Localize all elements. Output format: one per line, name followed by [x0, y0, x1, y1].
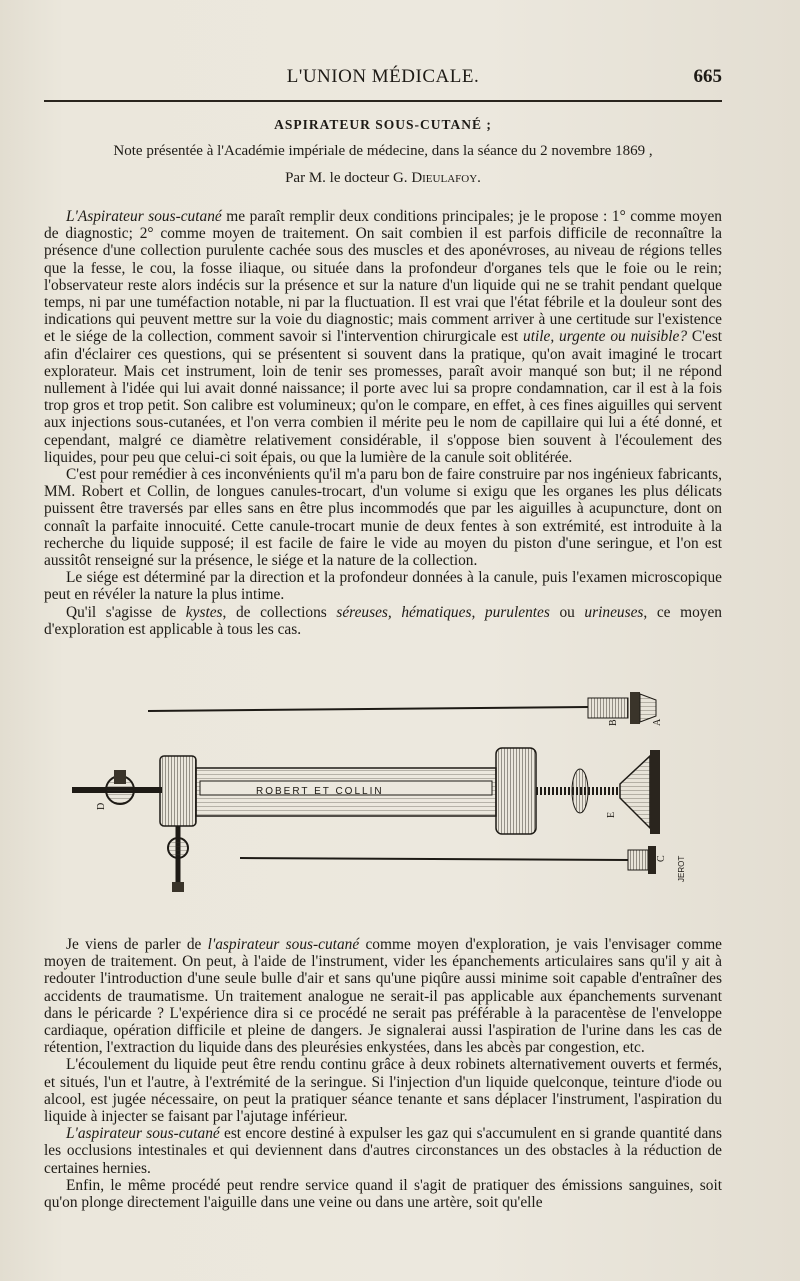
paragraph-text: ou	[549, 603, 585, 621]
body-text-bottom	[44, 936, 722, 1211]
inline-italic: urineuses	[584, 603, 644, 621]
paragraph-text: comme moyen d'exploration, je vais l'envisager comme moyen de traitement. On peut, à l'aide de l'instrument, vider les épanchements articulaires sans qu'il y ait à redouter l'introduction d'une seule bulle d'air et sans qu'une piqûre aussi minime soit capable d'entraîner des accidents de traumatisme. Un traitement analogue ne serait-il pas applicable aux épanchements survenant dans le péricarde ? L'expérience dira si ce procédé ne serait pas préférable à la paracentèse de l'enveloppe cardiaque, opération difficile et pleine de dangers. Je signalerai aussi l'aspiration de l'urine dans les cas de rétention, l'extraction du liquide dans des pleurésies enkystées, dans les abcès par congestion, etc.	[44, 936, 722, 1057]
label-b: B	[608, 719, 619, 726]
aspirator-engraving	[60, 686, 710, 918]
page-header	[44, 62, 722, 92]
page-number: 665	[693, 66, 722, 87]
paragraph-2: C'est pour remédier à ces inconvénients qu'il m'a paru bon de faire construire par nos ingénieux fabricants, MM. Robert et Collin, de longues canules-trocart, d'un volume si exigu que les organes les plus délicats puissent être traversés par elles sans en être plus incommodés que par les aiguilles à acupuncture, dont on connaît la parfaite innocuité. Cette canule-trocart munie de deux fentes à son extrémité, est introduite à la recherche du liquide supposé; il est facile de faire le vide au moyen du piston d'une seringue, et l'on est aussitôt renseigné sur la présence, le siége et la nature de la collection.	[44, 466, 722, 570]
label-a: A	[652, 718, 663, 726]
inline-italic: utile, urgente ou nuisible?	[523, 328, 688, 346]
paragraph-text: me paraît remplir deux conditions principales; je le propose : 1° comme moyen de diagnostic; 2° comme moyen de traitement. On sait combien il est parfois difficile de reconnaître la présence d'une collection purulente cachée sous des muscles et des aponévroses, au niveau de régions telles que la fesse, le cou, la fosse iliaque, ou située dans la profondeur d'organes tels que le foie ou le rein; l'observateur reste alors indécis sur la présence et sur la nature d'un liquide qui ne se trahit pendant quelque temps, ni par une tuméfaction notable, ni par la fluctuation. Il est vrai que l'état fébrile et la douleur sont des indications qui peuvent mettre sur la voie du diagnostic; mais comment arriver à une certitude sur l'existence et le siége de la collection, comment savoir si l'intervention chirurgicale est	[44, 208, 722, 346]
inline-italic: séreuses, hématiques, purulentes	[336, 603, 550, 621]
paragraph-7	[44, 1125, 722, 1177]
paragraph-4	[44, 604, 722, 638]
paragraph-text: , ce moyen d'exploration est applicable à tous les cas.	[44, 603, 722, 638]
engraver-signature: JEROT	[677, 855, 686, 882]
paragraph-text: est encore destiné à expulser les gaz qui s'accumulent en si grande quantité dans les occlusions intestinales et qui deviennent dans d'autres circonstances un des obstacles à la réduction de certaines hernies.	[44, 1125, 722, 1177]
aspirator-illustration	[60, 686, 710, 918]
inline-italic: l'aspirateur sous-cutané	[207, 936, 360, 953]
paragraph-6: L'écoulement du liquide peut être rendu continu grâce à deux robinets alternativement ouverts et fermés, et situés, l'un et l'autre, à l'extrémité de la seringue. Si l'injection d'un liquide quelconque, teinture d'iode ou alcool, est jugée nécessaire, on peut la pratiquer séance tenante et sans déplacer l'instrument, l'aspiration du liquide à injecter se faisant par l'ajutage inférieur.	[44, 1056, 722, 1126]
paragraph-text: C'est afin d'éclairer ces questions, qui se présentent si souvent dans la pratique, qu'on avait imaginé le trocart explorateur. Mais cet instrument, loin de tenir ses promesses, paraît avoir manqué son but; il ne répond nullement à l'idée qui lui avait donné naissance; il porte avec lui sa propre condamnation, car il est à la fois trop gros et trop petit. Son calibre est volumineux; qu'on le compare, en effet, à ces fines aiguilles qui servent aux injections sous-cutanées, et l'on verra combien il mérite peu le nom de capillaire qui lui a été donné, et cependant, malgré ce diamètre relativement considérable, il s'oppose bien souvent à l'écoulement des liquides, pour peu que celui-ci soit épais, ou que la lumière de la canule soit oblitérée.	[44, 328, 722, 466]
lead-italic: L'Aspirateur sous-cutané	[66, 208, 222, 225]
bottom-needle	[240, 846, 656, 874]
paragraph-text: Qu'il s'agisse de	[66, 603, 186, 621]
syringe-body	[72, 748, 660, 892]
paragraph-text: , de collections	[222, 603, 337, 621]
running-title: L'UNION MÉDICALE.	[286, 66, 480, 87]
paragraph-3: Le siége est déterminé par la direction et la profondeur données à la canule, puis l'examen microscopique peut en révéler la nature la plus intime.	[44, 569, 722, 604]
author-name: Dieulafoy.	[411, 170, 481, 186]
paragraph-8: Enfin, le même procédé peut rendre service quand il s'agit de pratiquer des émissions sanguines, soit qu'on plonge directement l'aiguille dans une veine ou dans une artère, soit qu'elle	[44, 1176, 722, 1212]
article-author	[44, 170, 722, 187]
header-rule	[44, 100, 722, 102]
top-needle	[148, 692, 656, 724]
inline-italic: L'aspirateur sous-cutané	[66, 1125, 220, 1143]
article-subtitle: Note présentée à l'Académie impériale de médecine, dans la séance du 2 novembre 1869 ,	[113, 143, 653, 159]
article-title: ASPIRATEUR SOUS-CUTANÉ ;	[274, 117, 492, 132]
label-d: D	[96, 802, 107, 810]
body-text-top	[44, 208, 722, 638]
paragraph-1	[44, 208, 722, 466]
author-prefix: Par M. le docteur G.	[285, 170, 412, 186]
inline-italic: kystes	[185, 603, 223, 621]
label-e: E	[606, 811, 617, 818]
paragraph-5	[44, 936, 722, 1056]
paragraph-text: Je viens de parler de	[66, 936, 208, 953]
label-c: C	[656, 855, 667, 862]
barrel-engraving: ROBERT ET COLLIN	[256, 786, 384, 797]
